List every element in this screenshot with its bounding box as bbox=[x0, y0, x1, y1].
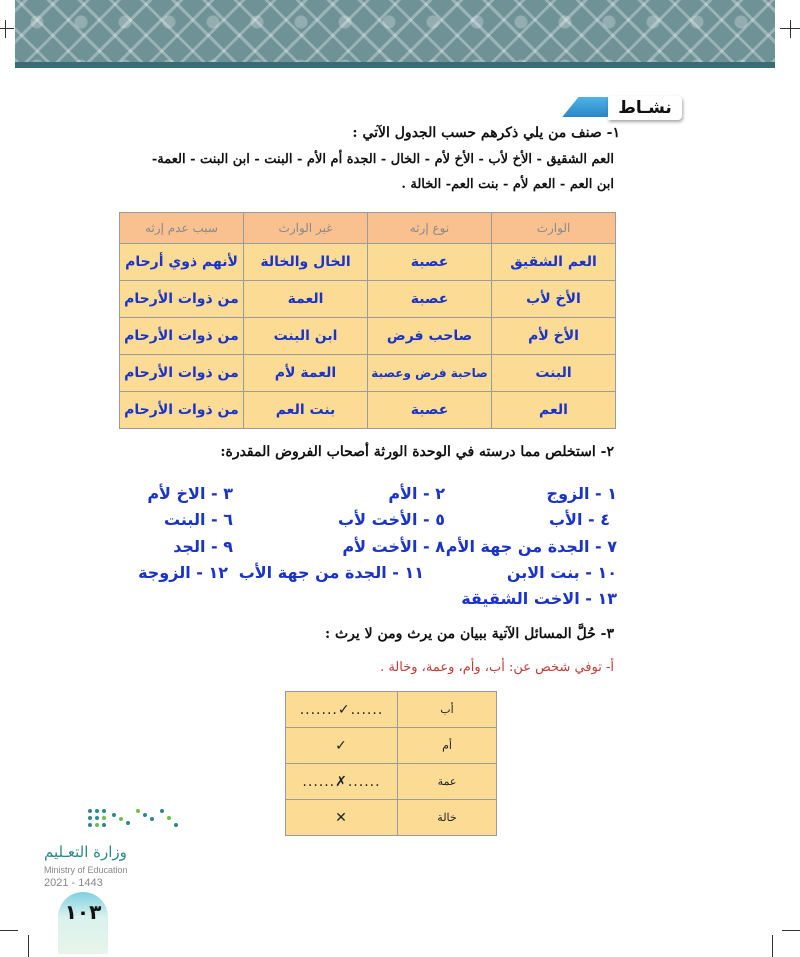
table-cell: العمة bbox=[244, 281, 368, 318]
crop-mark bbox=[782, 930, 800, 931]
table-cell: صاحب فرض bbox=[368, 318, 492, 355]
crop-mark bbox=[772, 935, 773, 957]
table-row bbox=[120, 281, 616, 318]
cross-mark: ✕ bbox=[286, 800, 398, 836]
ministry-logo bbox=[44, 805, 184, 895]
table-header: غير الوارث bbox=[244, 213, 368, 244]
table-cell: عصبة bbox=[368, 392, 492, 429]
table-cell: صاحبة فرض وعصبة bbox=[368, 355, 492, 392]
table-cell: من ذوات الأرحام bbox=[120, 392, 244, 429]
table-cell: العمة لأم bbox=[244, 355, 368, 392]
crop-mark bbox=[0, 28, 14, 29]
activity-label: نشـاط bbox=[608, 96, 682, 120]
ministry-name-ar: وزارة التعـليم bbox=[44, 843, 127, 861]
table-cell: لأنهم ذوي أرحام bbox=[120, 244, 244, 281]
crop-mark bbox=[5, 20, 6, 38]
answer-item: ٤ - الأب bbox=[548, 510, 610, 529]
table-cell: عصبة bbox=[368, 244, 492, 281]
answer-item: ١٠ - بنت الابن bbox=[506, 563, 617, 582]
answer-item: ٢ - الأم bbox=[388, 484, 445, 503]
table-cell: الخال والخالة bbox=[244, 244, 368, 281]
ministry-name-en: Ministry of Education bbox=[44, 865, 128, 875]
answer-item: ٥ - الأخت لأب bbox=[338, 510, 445, 529]
answer-item: ١٣ - الاخت الشقيقة bbox=[461, 589, 617, 608]
cross-mark: ......✗...... bbox=[286, 764, 398, 800]
table-cell: العم الشقيق bbox=[492, 244, 616, 281]
question-1-line-1: العم الشقيق - الأخ لأب - الأخ لأم - الخال - الجدة أم الأم - البنت - ابن البنت - العمة- bbox=[151, 152, 614, 167]
answer-item: ٩ - الجد bbox=[173, 537, 233, 556]
crop-mark bbox=[28, 935, 29, 957]
heir-name: أم bbox=[398, 728, 497, 764]
header-strip bbox=[15, 62, 775, 68]
table-row bbox=[286, 692, 497, 728]
answer-item: ١١ - الجدة من جهة الأب bbox=[238, 563, 424, 582]
header-banner bbox=[15, 0, 775, 64]
activity-tab bbox=[564, 96, 684, 122]
answer-item: ١٢ - الزوجة bbox=[138, 563, 228, 582]
table-cell: من ذوات الأرحام bbox=[120, 281, 244, 318]
check-mark: ......✓....... bbox=[286, 692, 398, 728]
table-header: الوارث bbox=[492, 213, 616, 244]
table-row bbox=[120, 392, 616, 429]
question-1-line-2: ابن العم - العم لأم - بنت العم- الخالة . bbox=[401, 177, 614, 192]
ministry-dots-icon bbox=[88, 805, 184, 835]
answer-item: ٦ - البنت bbox=[163, 510, 233, 529]
crop-mark bbox=[790, 20, 791, 38]
ministry-year: 2021 - 1443 bbox=[44, 877, 103, 889]
table-row bbox=[286, 728, 497, 764]
table-row bbox=[120, 244, 616, 281]
heir-name: عمة bbox=[398, 764, 497, 800]
table-row bbox=[286, 800, 497, 836]
table-cell: بنت العم bbox=[244, 392, 368, 429]
answer-item: ٣ - الاخ لأم bbox=[147, 484, 233, 503]
table-header: نوع إرثه bbox=[368, 213, 492, 244]
crop-mark bbox=[0, 930, 18, 931]
answer-item: ٧ - الجدة من جهة الأم bbox=[445, 537, 617, 556]
table-cell: من ذوات الأرحام bbox=[120, 318, 244, 355]
table-cell: من ذوات الأرحام bbox=[120, 355, 244, 392]
heir-name: خالة bbox=[398, 800, 497, 836]
heirs-table bbox=[119, 212, 616, 429]
table-cell: ابن البنت bbox=[244, 318, 368, 355]
table-row bbox=[120, 355, 616, 392]
page-number: ١٠٣ bbox=[58, 892, 108, 954]
table-header: سبب عدم إرثه bbox=[120, 213, 244, 244]
table-row bbox=[120, 318, 616, 355]
heir-name: أب bbox=[398, 692, 497, 728]
table-cell: عصبة bbox=[368, 281, 492, 318]
question-2-title: ٢- استخلص مما درسته في الوحدة الورثة أصحاب الفروض المقدرة: bbox=[220, 444, 614, 460]
answer-item: ١ - الزوج bbox=[546, 484, 617, 503]
table-cell: البنت bbox=[492, 355, 616, 392]
question-3-sub: أ- توفي شخص عن: أب، وأم، وعمة، وخالة . bbox=[380, 660, 614, 675]
question-3-title: ٣- حُلَّ المسائل الآتية ببيان من يرث ومن لا يرث : bbox=[324, 626, 614, 642]
crop-mark bbox=[780, 28, 800, 29]
question-1-title: ١- صنف من يلي ذكرهم حسب الجدول الآتي : bbox=[352, 125, 620, 141]
inheritance-check-table bbox=[285, 691, 497, 836]
check-mark: ✓ bbox=[286, 728, 398, 764]
answer-item: ٨ - الأخت لأم bbox=[342, 537, 445, 556]
table-row bbox=[286, 764, 497, 800]
table-cell: العم bbox=[492, 392, 616, 429]
table-cell: الأخ لأب bbox=[492, 281, 616, 318]
table-cell: الأخ لأم bbox=[492, 318, 616, 355]
